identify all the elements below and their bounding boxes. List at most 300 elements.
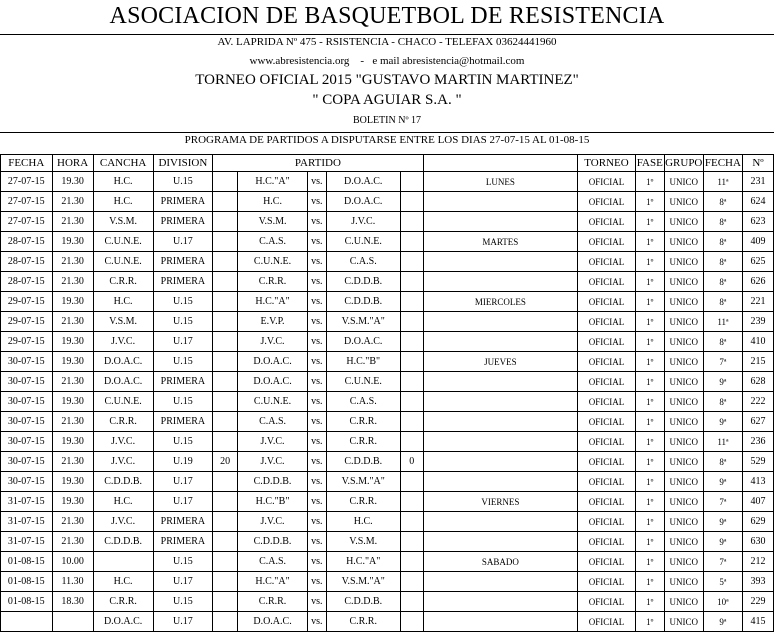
cell-s1: 20 [213, 452, 238, 472]
cell-fase: 1º [635, 412, 664, 432]
cell-fecha2: 8ª [703, 232, 742, 252]
cell-torneo: OFICIAL [578, 292, 636, 312]
cell-s1 [213, 332, 238, 352]
cell-num: 413 [742, 472, 773, 492]
title-rule [0, 34, 774, 35]
cell-hora: 19.30 [52, 352, 93, 372]
cell-visitante: C.R.R. [326, 492, 400, 512]
cell-fase: 1º [635, 312, 664, 332]
cell-fase: 1º [635, 452, 664, 472]
cell-s2 [400, 212, 423, 232]
cell-vs: vs. [308, 432, 327, 452]
cell-grupo: UNICO [664, 452, 703, 472]
table-row [1, 472, 774, 492]
cell-s1 [213, 412, 238, 432]
table-row [1, 572, 774, 592]
cell-division: U.15 [153, 392, 213, 412]
cell-fecha2: 7ª [703, 492, 742, 512]
cell-dia [423, 512, 578, 532]
cell-s2 [400, 372, 423, 392]
cell-fecha2: 8ª [703, 252, 742, 272]
cell-division: U.17 [153, 612, 213, 632]
cell-grupo: UNICO [664, 412, 703, 432]
cell-s1 [213, 292, 238, 312]
cell-hora: 21.30 [52, 252, 93, 272]
cell-dia [423, 592, 578, 612]
cell-dia [423, 272, 578, 292]
cell-visitante: V.S.M."A" [326, 572, 400, 592]
cell-local: H.C."A" [238, 172, 308, 192]
boletin-page [0, 2, 774, 627]
cell-cancha: V.S.M. [93, 312, 153, 332]
cell-fecha2: 8ª [703, 192, 742, 212]
cell-local: C.A.S. [238, 552, 308, 572]
cell-vs: vs. [308, 352, 327, 372]
table-row [1, 272, 774, 292]
cell-s2 [400, 572, 423, 592]
cell-cancha: D.O.A.C. [93, 612, 153, 632]
cell-grupo: UNICO [664, 532, 703, 552]
col-fecha-numero: FECHA [703, 155, 742, 172]
cell-s1 [213, 492, 238, 512]
cell-fecha: 01-08-15 [1, 592, 53, 612]
cell-torneo: OFICIAL [578, 572, 636, 592]
cell-grupo: UNICO [664, 512, 703, 532]
cell-grupo: UNICO [664, 192, 703, 212]
cell-s2 [400, 432, 423, 452]
cell-local: C.U.N.E. [238, 392, 308, 412]
cell-num: 212 [742, 552, 773, 572]
cell-local: D.O.A.C. [238, 352, 308, 372]
cell-cancha: H.C. [93, 192, 153, 212]
cell-num: 231 [742, 172, 773, 192]
cell-grupo: UNICO [664, 392, 703, 412]
cell-vs: vs. [308, 172, 327, 192]
cell-fase: 1º [635, 472, 664, 492]
cell-visitante: C.U.N.E. [326, 372, 400, 392]
cell-hora: 19.30 [52, 392, 93, 412]
cell-s1 [213, 272, 238, 292]
table-row [1, 352, 774, 372]
cell-fase: 1º [635, 372, 664, 392]
cell-num: 629 [742, 512, 773, 532]
bulletin-rule [0, 132, 774, 133]
cell-division: U.17 [153, 572, 213, 592]
cell-fecha2: 5ª [703, 572, 742, 592]
cell-fecha: 31-07-15 [1, 492, 53, 512]
cell-vs: vs. [308, 272, 327, 292]
cell-fecha2: 11ª [703, 312, 742, 332]
schedule-heading: PROGRAMA DE PARTIDOS A DISPUTARSE ENTRE LOS DIAS 27-07-15 AL 01-08-15 [184, 134, 590, 146]
cell-local: C.A.S. [238, 412, 308, 432]
cell-local: J.V.C. [238, 432, 308, 452]
cell-torneo: OFICIAL [578, 352, 636, 372]
cell-torneo: OFICIAL [578, 232, 636, 252]
cell-division: PRIMERA [153, 272, 213, 292]
table-row [1, 492, 774, 512]
table-row [1, 252, 774, 272]
cell-s1 [213, 552, 238, 572]
cell-s1 [213, 432, 238, 452]
cell-num: 627 [742, 412, 773, 432]
cell-local: C.D.D.B. [238, 532, 308, 552]
cell-cancha: C.D.D.B. [93, 532, 153, 552]
cell-visitante: C.R.R. [326, 412, 400, 432]
cell-grupo: UNICO [664, 332, 703, 352]
cell-cancha: C.U.N.E. [93, 232, 153, 252]
cell-fecha: 30-07-15 [1, 352, 53, 372]
table-row [1, 172, 774, 192]
cell-s2 [400, 532, 423, 552]
cell-fecha: 27-07-15 [1, 192, 53, 212]
cell-s2 [400, 592, 423, 612]
col-cancha: CANCHA [93, 155, 153, 172]
cell-num: 221 [742, 292, 773, 312]
cell-fase: 1º [635, 492, 664, 512]
cell-torneo: OFICIAL [578, 392, 636, 412]
cell-visitante: C.A.S. [326, 252, 400, 272]
cell-grupo: UNICO [664, 252, 703, 272]
cell-visitante: J.V.C. [326, 212, 400, 232]
cell-hora: 21.30 [52, 412, 93, 432]
cell-num: 624 [742, 192, 773, 212]
cell-fecha2: 11ª [703, 432, 742, 452]
cell-fecha: 30-07-15 [1, 372, 53, 392]
cell-hora: 10.00 [52, 552, 93, 572]
cell-visitante: V.S.M."A" [326, 312, 400, 332]
cell-grupo: UNICO [664, 272, 703, 292]
cell-dia [423, 392, 578, 412]
cell-num: 407 [742, 492, 773, 512]
cell-fase: 1º [635, 232, 664, 252]
cell-grupo: UNICO [664, 372, 703, 392]
cell-cancha: D.O.A.C. [93, 372, 153, 392]
cell-dia [423, 452, 578, 472]
match-schedule-table [0, 154, 774, 632]
cell-fecha: 29-07-15 [1, 332, 53, 352]
cell-hora: 19.30 [52, 292, 93, 312]
cell-num: 529 [742, 452, 773, 472]
cell-division: U.15 [153, 352, 213, 372]
cell-fecha2: 8ª [703, 292, 742, 312]
cell-dia: SABADO [423, 552, 578, 572]
cell-s2: 0 [400, 452, 423, 472]
cell-torneo: OFICIAL [578, 512, 636, 532]
cell-division: U.15 [153, 292, 213, 312]
cell-division: U.15 [153, 432, 213, 452]
cell-s1 [213, 312, 238, 332]
cell-hora: 21.30 [52, 372, 93, 392]
cell-cancha: J.V.C. [93, 512, 153, 532]
cell-cancha: D.O.A.C. [93, 352, 153, 372]
cell-fecha: 28-07-15 [1, 232, 53, 252]
cell-hora: 21.30 [52, 312, 93, 332]
cell-torneo: OFICIAL [578, 312, 636, 332]
col-partido: PARTIDO [213, 155, 423, 172]
cell-grupo: UNICO [664, 612, 703, 632]
cell-vs: vs. [308, 492, 327, 512]
table-row [1, 212, 774, 232]
cell-division: U.15 [153, 312, 213, 332]
col-grupo: GRUPO [664, 155, 703, 172]
cell-fase: 1º [635, 272, 664, 292]
cell-local: C.R.R. [238, 592, 308, 612]
cell-cancha: C.U.N.E. [93, 392, 153, 412]
cell-dia: MIERCOLES [423, 292, 578, 312]
cell-local: H.C."A" [238, 572, 308, 592]
cell-vs: vs. [308, 532, 327, 552]
cell-vs: vs. [308, 212, 327, 232]
cell-fase: 1º [635, 332, 664, 352]
cell-fecha: 01-08-15 [1, 572, 53, 592]
cell-torneo: OFICIAL [578, 592, 636, 612]
cell-grupo: UNICO [664, 572, 703, 592]
cell-division: U.17 [153, 472, 213, 492]
table-header-row [1, 155, 774, 172]
cell-visitante: V.S.M."A" [326, 472, 400, 492]
cell-visitante: C.R.R. [326, 432, 400, 452]
cell-torneo: OFICIAL [578, 272, 636, 292]
cell-fecha2: 10ª [703, 592, 742, 612]
cell-fase: 1º [635, 192, 664, 212]
cell-local: V.S.M. [238, 212, 308, 232]
association-title: ASOCIACION DE BASQUETBOL DE RESISTENCIA [109, 3, 665, 29]
cell-s1 [213, 572, 238, 592]
cell-hora: 21.30 [52, 192, 93, 212]
cell-hora: 21.30 [52, 272, 93, 292]
cell-s2 [400, 252, 423, 272]
table-row [1, 292, 774, 312]
cell-num: 222 [742, 392, 773, 412]
cell-s1 [213, 352, 238, 372]
cell-hora: 18.30 [52, 592, 93, 612]
cell-s1 [213, 532, 238, 552]
cell-grupo: UNICO [664, 592, 703, 612]
cell-s1 [213, 192, 238, 212]
cell-vs: vs. [308, 592, 327, 612]
cell-dia [423, 412, 578, 432]
cell-grupo: UNICO [664, 432, 703, 452]
cell-torneo: OFICIAL [578, 252, 636, 272]
cell-cancha: C.R.R. [93, 412, 153, 432]
cell-fecha: 28-07-15 [1, 252, 53, 272]
cell-fecha: 30-07-15 [1, 412, 53, 432]
cell-fecha: 30-07-15 [1, 392, 53, 412]
cup-title: " COPA AGUIAR S.A. " [312, 92, 462, 108]
cell-division: U.15 [153, 592, 213, 612]
cell-local: H.C."B" [238, 492, 308, 512]
cell-cancha: H.C. [93, 172, 153, 192]
cell-torneo: OFICIAL [578, 532, 636, 552]
cell-s2 [400, 492, 423, 512]
cell-division: PRIMERA [153, 212, 213, 232]
cell-local: D.O.A.C. [238, 612, 308, 632]
cell-fecha: 01-08-15 [1, 552, 53, 572]
cell-torneo: OFICIAL [578, 492, 636, 512]
cell-s2 [400, 512, 423, 532]
cell-dia [423, 472, 578, 492]
cell-division: U.17 [153, 232, 213, 252]
cell-dia [423, 212, 578, 232]
cell-torneo: OFICIAL [578, 452, 636, 472]
cell-cancha: C.R.R. [93, 592, 153, 612]
cell-local: C.R.R. [238, 272, 308, 292]
cell-fecha2: 9ª [703, 412, 742, 432]
cell-fase: 1º [635, 612, 664, 632]
cell-cancha: C.U.N.E. [93, 252, 153, 272]
cell-s1 [213, 172, 238, 192]
cell-num: 628 [742, 372, 773, 392]
cell-visitante: H.C."A" [326, 552, 400, 572]
cell-local: C.D.D.B. [238, 472, 308, 492]
cell-fecha: 30-07-15 [1, 452, 53, 472]
cell-local: J.V.C. [238, 452, 308, 472]
cell-visitante: C.A.S. [326, 392, 400, 412]
cell-num: 239 [742, 312, 773, 332]
cell-torneo: OFICIAL [578, 552, 636, 572]
cell-hora: 21.30 [52, 532, 93, 552]
table-row [1, 232, 774, 252]
cell-fecha2: 8ª [703, 452, 742, 472]
cell-torneo: OFICIAL [578, 612, 636, 632]
cell-torneo: OFICIAL [578, 432, 636, 452]
cell-s2 [400, 412, 423, 432]
cell-local: C.A.S. [238, 232, 308, 252]
cell-fecha: 27-07-15 [1, 212, 53, 232]
cell-s1 [213, 512, 238, 532]
document-header [0, 2, 774, 148]
cell-fecha2: 7ª [703, 552, 742, 572]
cell-fase: 1º [635, 352, 664, 372]
cell-fase: 1º [635, 532, 664, 552]
cell-dia [423, 572, 578, 592]
cell-fecha: 27-07-15 [1, 172, 53, 192]
cell-cancha: C.R.R. [93, 272, 153, 292]
cell-s2 [400, 292, 423, 312]
cell-hora: 19.30 [52, 432, 93, 452]
cell-grupo: UNICO [664, 172, 703, 192]
cell-s2 [400, 172, 423, 192]
cell-num: 625 [742, 252, 773, 272]
table-row [1, 452, 774, 472]
cell-fase: 1º [635, 392, 664, 412]
cell-visitante: C.D.D.B. [326, 592, 400, 612]
bulletin-number: BOLETIN Nº 17 [352, 115, 422, 126]
cell-num: 630 [742, 532, 773, 552]
cell-division: U.19 [153, 452, 213, 472]
cell-grupo: UNICO [664, 292, 703, 312]
col-fase: FASE [635, 155, 664, 172]
cell-vs: vs. [308, 392, 327, 412]
cell-dia: VIERNES [423, 492, 578, 512]
cell-torneo: OFICIAL [578, 372, 636, 392]
cell-torneo: OFICIAL [578, 412, 636, 432]
cell-fecha2: 8ª [703, 212, 742, 232]
cell-num: 415 [742, 612, 773, 632]
cell-cancha: J.V.C. [93, 332, 153, 352]
cell-visitante: H.C. [326, 512, 400, 532]
col-division: DIVISION [153, 155, 213, 172]
cell-visitante: C.D.D.B. [326, 292, 400, 312]
cell-torneo: OFICIAL [578, 192, 636, 212]
cell-vs: vs. [308, 512, 327, 532]
cell-vs: vs. [308, 372, 327, 392]
web-email-line: www.abresistencia.org - e mail abresistencia@hotmail.com [249, 55, 525, 67]
table-row [1, 432, 774, 452]
cell-cancha [93, 552, 153, 572]
table-row [1, 312, 774, 332]
cell-vs: vs. [308, 292, 327, 312]
cell-fase: 1º [635, 592, 664, 612]
cell-torneo: OFICIAL [578, 212, 636, 232]
cell-num: 623 [742, 212, 773, 232]
cell-local: E.V.P. [238, 312, 308, 332]
cell-division: U.17 [153, 492, 213, 512]
cell-local: C.U.N.E. [238, 252, 308, 272]
cell-hora: 21.30 [52, 212, 93, 232]
cell-dia [423, 532, 578, 552]
cell-s1 [213, 232, 238, 252]
cell-num: 393 [742, 572, 773, 592]
cell-grupo: UNICO [664, 492, 703, 512]
table-row [1, 532, 774, 552]
cell-fecha2: 9ª [703, 372, 742, 392]
cell-s2 [400, 552, 423, 572]
cell-s2 [400, 232, 423, 252]
cell-dia: JUEVES [423, 352, 578, 372]
address-line: AV. LAPRIDA Nº 475 - RSISTENCIA - CHACO - TELEFAX 03624441960 [217, 36, 557, 48]
cell-hora: 19.30 [52, 472, 93, 492]
cell-division: PRIMERA [153, 252, 213, 272]
table-row [1, 512, 774, 532]
cell-vs: vs. [308, 472, 327, 492]
cell-fase: 1º [635, 212, 664, 232]
cell-fase: 1º [635, 172, 664, 192]
cell-hora: 21.30 [52, 512, 93, 532]
cell-fecha2: 8ª [703, 332, 742, 352]
cell-fecha: 29-07-15 [1, 292, 53, 312]
cell-fecha2: 9ª [703, 532, 742, 552]
cell-s1 [213, 472, 238, 492]
cell-vs: vs. [308, 412, 327, 432]
cell-torneo: OFICIAL [578, 332, 636, 352]
cell-fase: 1º [635, 252, 664, 272]
cell-s1 [213, 212, 238, 232]
cell-s2 [400, 472, 423, 492]
cell-fase: 1º [635, 552, 664, 572]
cell-cancha: C.D.D.B. [93, 472, 153, 492]
cell-cancha: H.C. [93, 292, 153, 312]
cell-fecha2: 8ª [703, 272, 742, 292]
cell-s2 [400, 312, 423, 332]
cell-visitante: D.O.A.C. [326, 192, 400, 212]
cell-dia [423, 312, 578, 332]
cell-local: D.O.A.C. [238, 372, 308, 392]
cell-hora: 19.30 [52, 232, 93, 252]
cell-vs: vs. [308, 452, 327, 472]
cell-visitante: C.D.D.B. [326, 452, 400, 472]
cell-grupo: UNICO [664, 552, 703, 572]
cell-vs: vs. [308, 612, 327, 632]
cell-vs: vs. [308, 252, 327, 272]
cell-visitante: C.R.R. [326, 612, 400, 632]
table-row [1, 392, 774, 412]
cell-local: H.C."A" [238, 292, 308, 312]
cell-fase: 1º [635, 432, 664, 452]
cell-hora: 21.30 [52, 452, 93, 472]
cell-fase: 1º [635, 292, 664, 312]
cell-s2 [400, 272, 423, 292]
